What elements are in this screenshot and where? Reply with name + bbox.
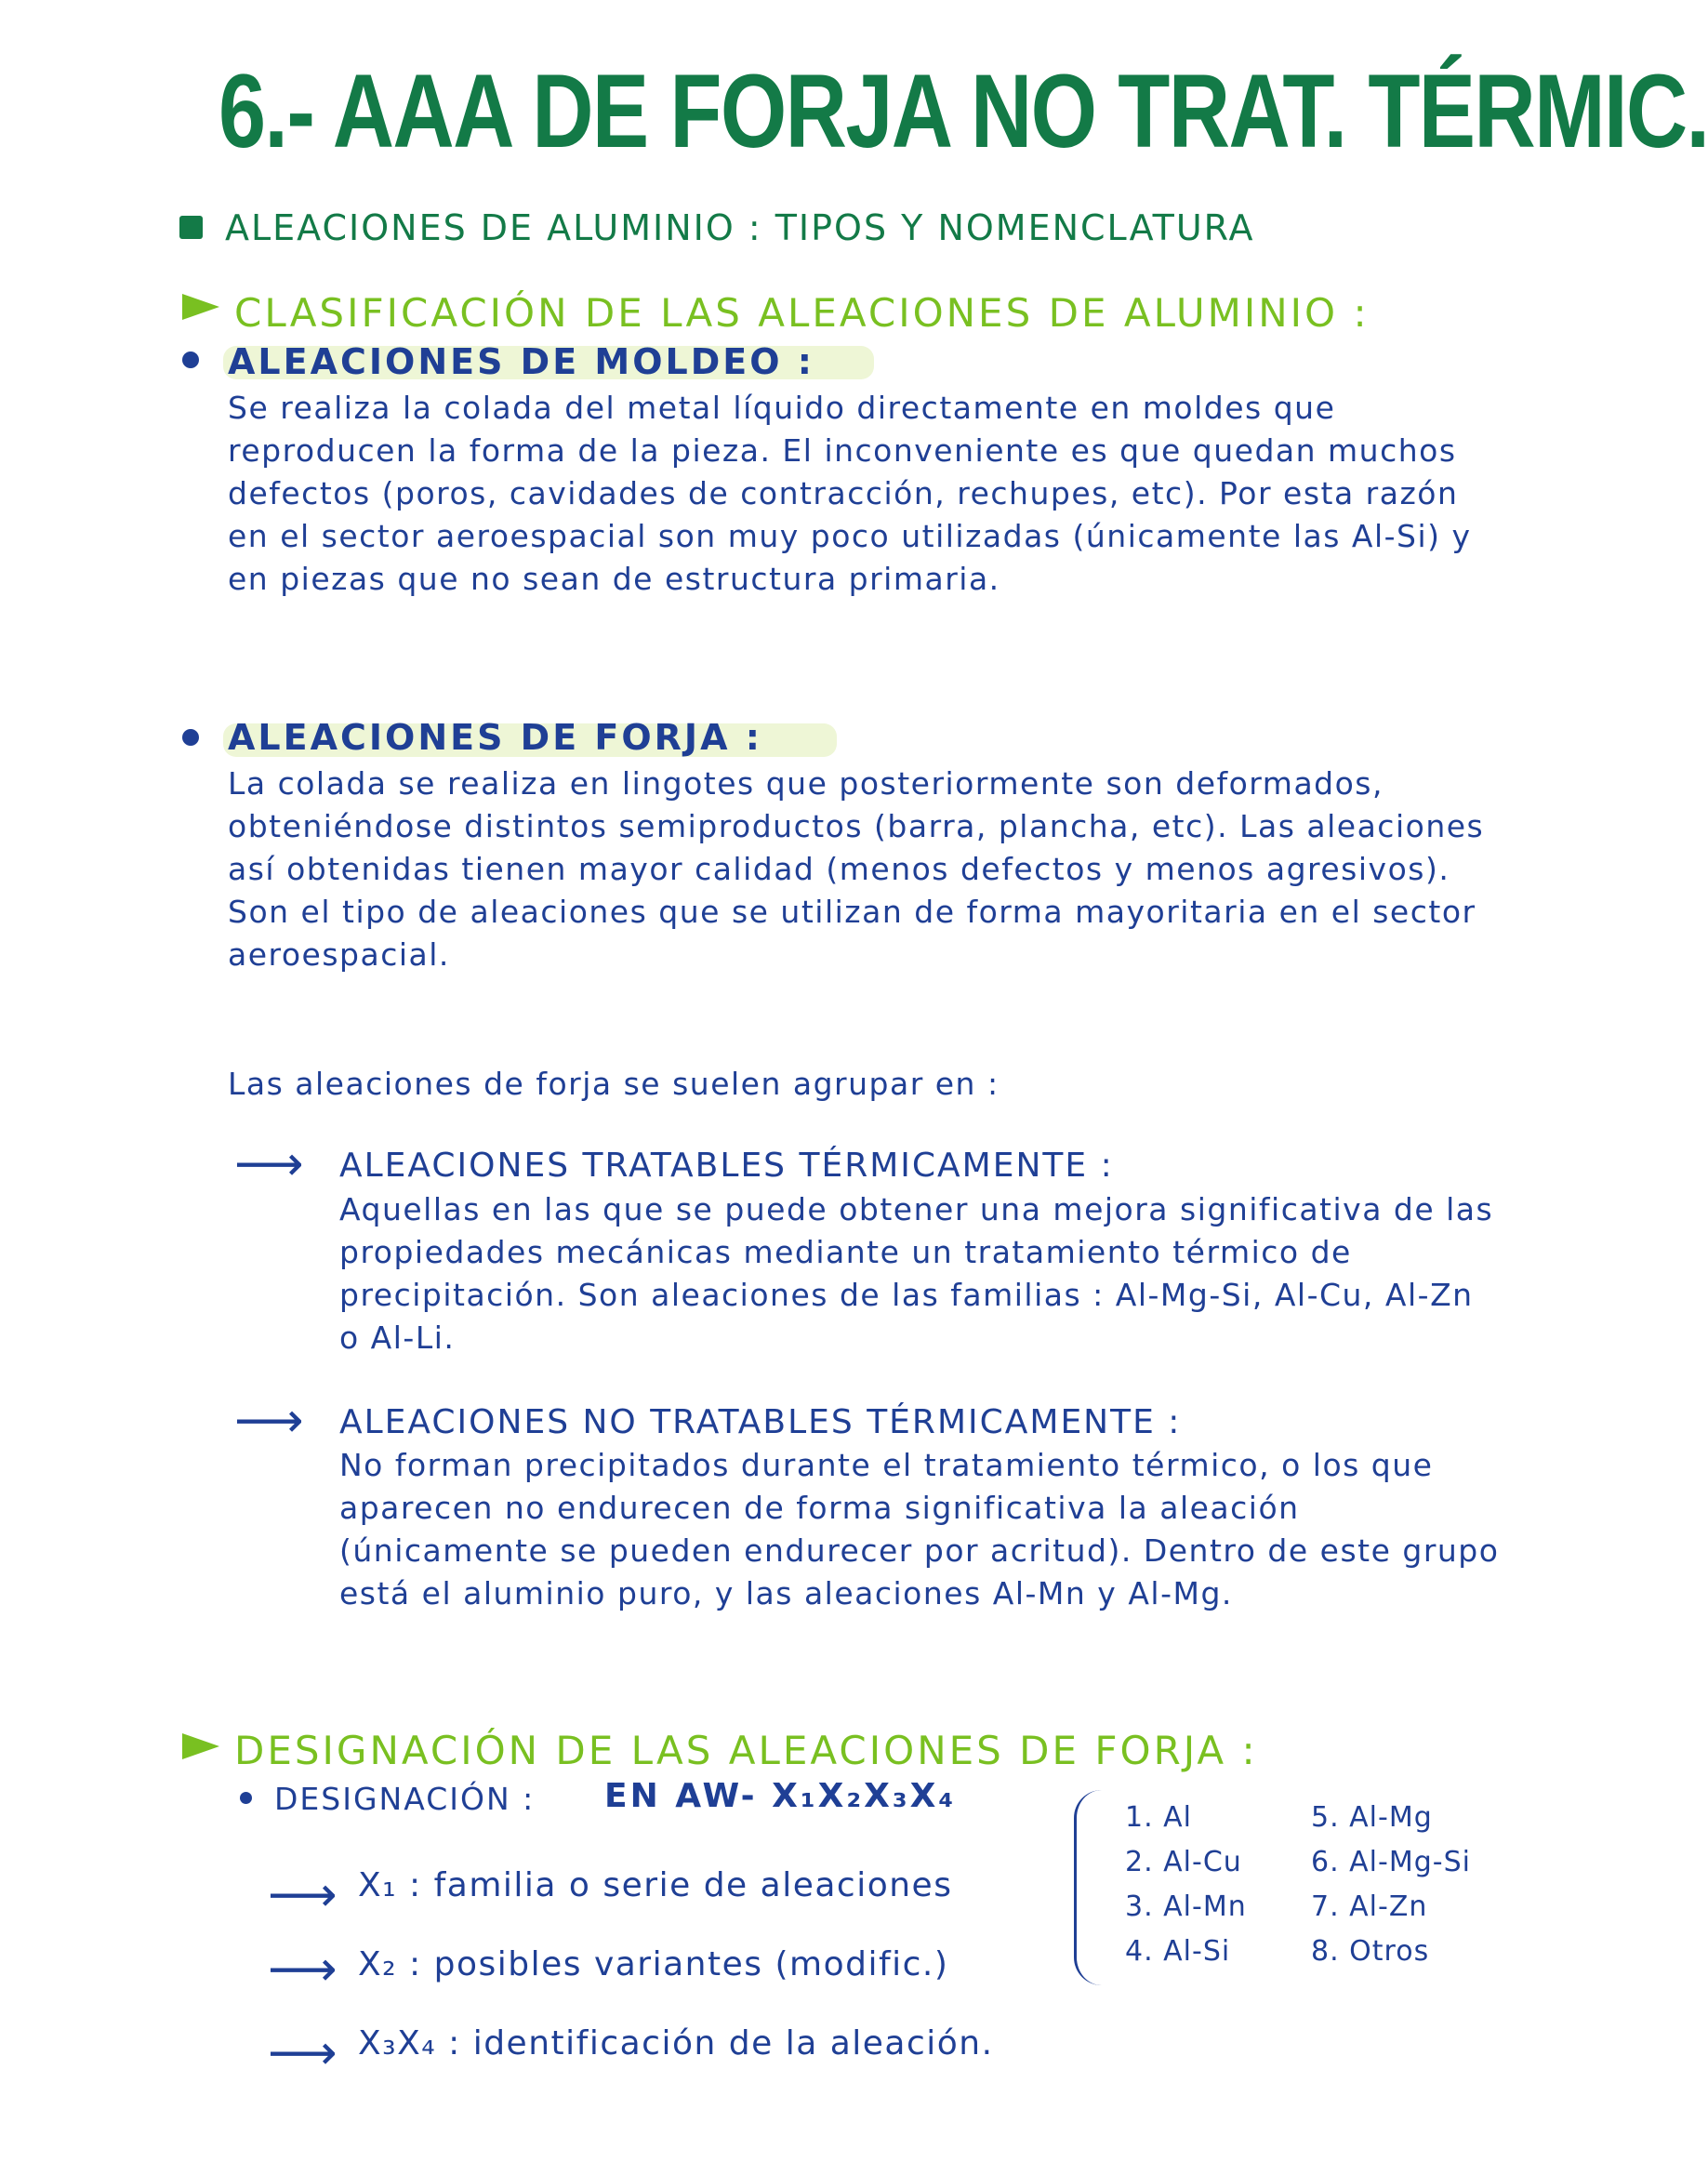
no-tratables-text: No forman precipitados durante el tratamiento térmico, o los que aparecen no endurecen de forma significativa la aleación (únicamente se pueden endurecer por acritud). Dentro de este grupo está el aluminio puro, y las aleaciones Al-Mn y Al-Mg.	[339, 1447, 1500, 1611]
bullet-dot-icon	[240, 1792, 252, 1804]
section-bullet-square	[179, 216, 203, 239]
green-triangle-icon	[182, 1733, 219, 1759]
forja-text: La colada se realiza en lingotes que posteriormente son deformados, obteniéndose distintos semiproductos (barra, plancha, etc). Las aleaciones así obtenidas tienen mayor calidad (menos defectos y menos agresivos). Son el tipo de aleaciones que se utilizan de forma mayoritaria en el sector aeroespacial.	[228, 765, 1485, 973]
family-item: 1. Al	[1125, 1801, 1193, 1834]
tratables-heading: ALEACIONES TRATABLES TÉRMICAMENTE :	[339, 1147, 1114, 1185]
designacion-heading: DESIGNACIÓN DE LAS ALEACIONES DE FORJA :	[234, 1728, 1258, 1773]
arrow-right-icon: ⟶	[268, 1942, 338, 1997]
curly-brace-icon	[1074, 1790, 1105, 1985]
moldeo-heading: ALEACIONES DE MOLDEO :	[228, 341, 814, 382]
bullet-dot-icon	[182, 351, 199, 368]
x3x4-definition: X₃X₄ : identificación de la aleación.	[358, 2024, 994, 2062]
bullet-dot-icon	[182, 729, 199, 746]
moldeo-text: Se realiza la colada del metal líquido directamente en moldes que reproducen la forma de la pieza. El inconveniente es que quedan muchos defectos (poros, cavidades de contracción, rechupes, etc). Por esta razón en el sector aeroespacial son muy poco utilizadas (únicamente las Al-Si) y en piezas que no sean de estructura primaria.	[228, 390, 1472, 597]
x2-definition: X₂ : posibles variantes (modific.)	[358, 1945, 949, 1983]
forja-heading: ALEACIONES DE FORJA :	[228, 717, 762, 758]
clasificacion-heading: CLASIFICACIÓN DE LAS ALEACIONES DE ALUMINIO :	[234, 290, 1370, 336]
tratables-text: Aquellas en las que se puede obtener una mejora significativa de las propiedades mecánicas mediante un tratamiento térmico de precipitación. Son aleaciones de las familias : Al-Mg-Si, Al-Cu, Al-Zn o Al-Li.	[339, 1191, 1494, 1356]
family-item: 4. Al-Si	[1125, 1935, 1231, 1968]
family-item: 6. Al-Mg-Si	[1311, 1846, 1471, 1878]
section-heading: ALEACIONES DE ALUMINIO : TIPOS Y NOMENCLATURA	[225, 207, 1255, 248]
family-item: 8. Otros	[1311, 1935, 1430, 1968]
arrow-right-icon: ⟶	[268, 1867, 338, 1923]
designacion-label: DESIGNACIÓN :	[274, 1781, 536, 1817]
designacion-code: EN AW- X₁X₂X₃X₄	[604, 1777, 957, 1815]
forja-group-intro: Las aleaciones de forja se suelen agrupar en :	[228, 1066, 1000, 1102]
arrow-right-icon: ⟶	[234, 1136, 304, 1192]
page-title: 6.- AAA DE FORJA NO TRAT. TÉRMIC.	[218, 53, 1708, 169]
family-item: 7. Al-Zn	[1311, 1890, 1428, 1923]
x1-definition: X₁ : familia o serie de aleaciones	[358, 1866, 953, 1904]
family-item: 2. Al-Cu	[1125, 1846, 1242, 1878]
arrow-right-icon: ⟶	[234, 1393, 304, 1449]
family-item: 5. Al-Mg	[1311, 1801, 1433, 1834]
no-tratables-heading: ALEACIONES NO TRATABLES TÉRMICAMENTE :	[339, 1403, 1182, 1441]
arrow-right-icon: ⟶	[268, 2025, 338, 2081]
green-triangle-icon	[182, 294, 219, 320]
family-item: 3. Al-Mn	[1125, 1890, 1247, 1923]
